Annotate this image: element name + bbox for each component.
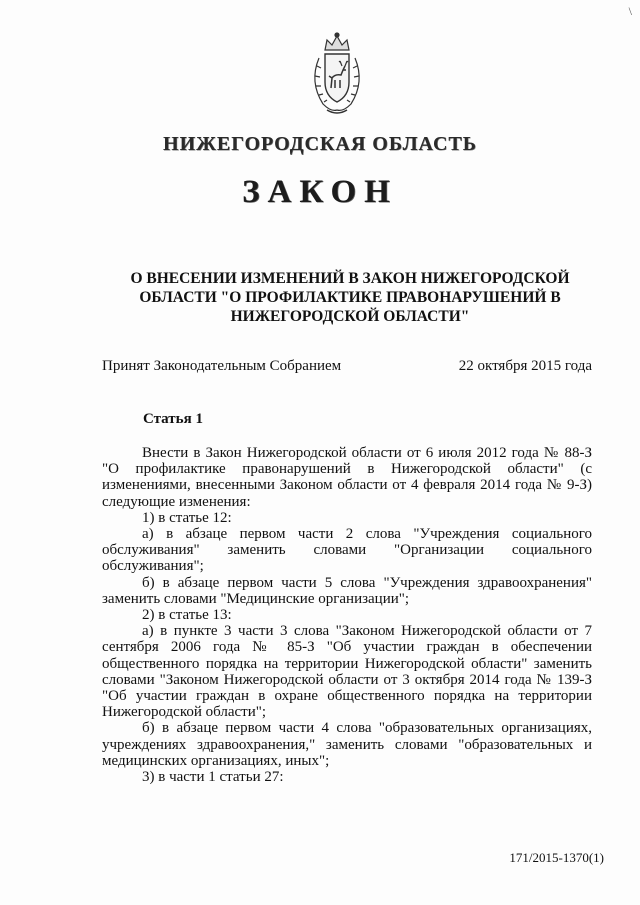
article-heading: Статья 1 — [143, 411, 203, 427]
paragraph: а) в пункте 3 части 3 слова "Законом Нижегородской области от 7 сентября 2006 года № 85-З "Об участии граждан в обеспечении общественного порядка на территории Нижегородской области" заменить словами "Законом Нижегородской области от 3 октября 2014 года № 139-З "Об участии граждан в охране общественного порядка на территории Нижегородской области"; — [102, 623, 592, 721]
paragraph: б) в абзаце первом части 5 слова "Учреждения здравоохранения" заменить словами "Медицинские организации"; — [102, 574, 592, 607]
corner-mark: \ — [628, 4, 632, 18]
law-title-line: ОБЛАСТИ "О ПРОФИЛАКТИКЕ ПРАВОНАРУШЕНИЙ В — [139, 289, 561, 306]
adopted-by: Принят Законодательным Собранием — [102, 358, 342, 374]
paragraph: а) в абзаце первом части 2 слова "Учреждения социального обслуживания" заменить словами "Организации социального обслуживания"; — [102, 526, 592, 575]
law-title — [100, 269, 600, 326]
paragraph: б) в абзаце первом части 4 слова "образовательных организациях, учреждениях здравоохранения," заменить словами "образовательных и медицинских организациях, иных"; — [102, 720, 592, 769]
law-title-line: О ВНЕСЕНИИ ИЗМЕНЕНИЙ В ЗАКОН НИЖЕГОРОДСКОЙ — [130, 270, 570, 287]
paragraph: 1) в статье 12: — [142, 509, 232, 526]
document-number: 171/2015-1370(1) — [509, 850, 604, 865]
coat-of-arms-icon — [305, 30, 369, 118]
document-type: ЗАКОН — [242, 174, 398, 210]
article-body — [102, 445, 592, 785]
adoption-date: 22 октября 2015 года — [458, 358, 592, 374]
paragraph: 2) в статье 13: — [142, 607, 232, 624]
region-name: НИЖЕГОРОДСКАЯ ОБЛАСТЬ — [163, 133, 477, 155]
law-title-line: НИЖЕГОРОДСКОЙ ОБЛАСТИ" — [230, 308, 470, 325]
paragraph: Внести в Закон Нижегородской области от 6 июля 2012 года № 88-З "О профилактике правонарушений в Нижегородской области" (с изменениями, внесенными Законом области от 4 февраля 2014 года № 9-З) следующие изменения: — [102, 445, 592, 510]
paragraph: 3) в части 1 статьи 27: — [142, 769, 284, 786]
